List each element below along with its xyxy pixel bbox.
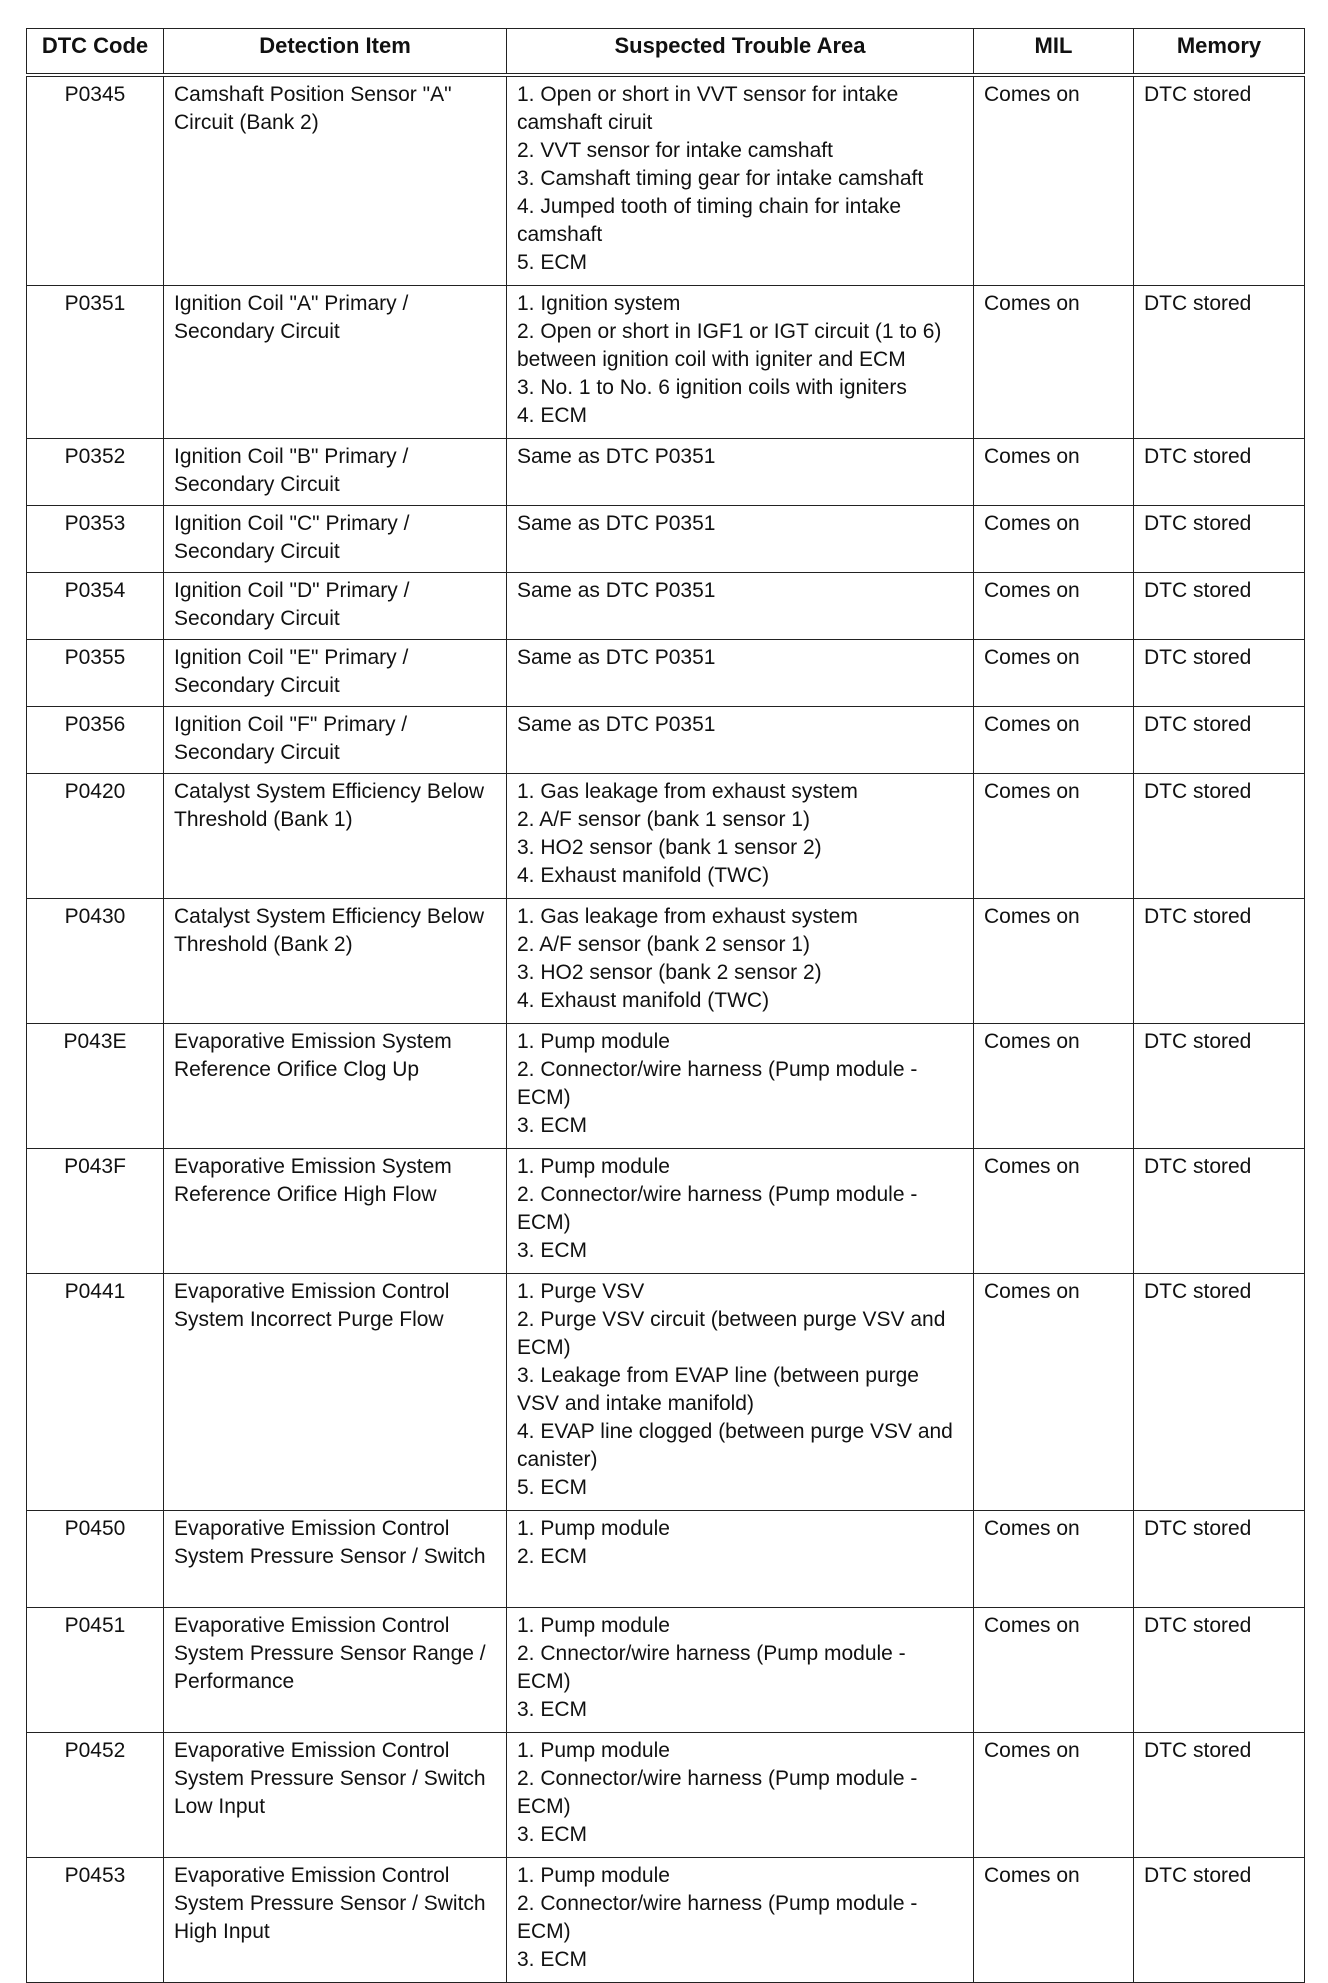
trouble-area-line: 3. ECM (517, 1114, 588, 1137)
trouble-area-cell (507, 1858, 974, 1983)
table-row (27, 899, 1305, 1024)
detection-item-cell: Catalyst System Efficiency Below Threshold (Bank 1) (164, 774, 507, 899)
trouble-area-cell (507, 573, 974, 640)
trouble-area-line: 3. ECM (517, 1948, 588, 1971)
table-row (27, 707, 1305, 774)
trouble-area-cell (507, 899, 974, 1024)
memory-cell: DTC stored (1134, 1149, 1305, 1274)
table-row (27, 1274, 1305, 1511)
trouble-area-line: 1. Open or short in VVT sensor for intake camshaft ciruit (517, 83, 899, 134)
mil-cell: Comes on (974, 1511, 1134, 1608)
table-row (27, 573, 1305, 640)
trouble-area-line: 1. Pump module (517, 1614, 670, 1637)
table-row (27, 1149, 1305, 1274)
detection-item-cell: Catalyst System Efficiency Below Threshold (Bank 2) (164, 899, 507, 1024)
dtc-code-cell: P0453 (27, 1858, 164, 1983)
trouble-area-line: 1. Ignition system (517, 292, 681, 315)
trouble-area-cell (507, 1608, 974, 1733)
mil-cell: Comes on (974, 707, 1134, 774)
detection-item-cell: Evaporative Emission Control System Incorrect Purge Flow (164, 1274, 507, 1511)
trouble-area-line: 1. Pump module (517, 1864, 670, 1887)
detection-item-cell: Evaporative Emission Control System Pressure Sensor / Switch High Input (164, 1858, 507, 1983)
header-dtc-code: DTC Code (27, 29, 164, 76)
dtc-code-cell: P0352 (27, 439, 164, 506)
trouble-area-line: 1. Gas leakage from exhaust system (517, 780, 858, 803)
mil-cell: Comes on (974, 1608, 1134, 1733)
detection-item-cell: Ignition Coil "F" Primary / Secondary Circuit (164, 707, 507, 774)
trouble-area-cell (507, 1024, 974, 1149)
memory-cell: DTC stored (1134, 286, 1305, 439)
trouble-area-line: 3. ECM (517, 1698, 588, 1721)
trouble-area-cell (507, 286, 974, 439)
trouble-area-line: 4. Exhaust manifold (TWC) (517, 989, 770, 1012)
trouble-area-line: Same as DTC P0351 (517, 445, 716, 468)
table-row (27, 439, 1305, 506)
memory-cell: DTC stored (1134, 75, 1305, 286)
dtc-code-cell: P0354 (27, 573, 164, 640)
trouble-area-line: 1. Pump module (517, 1030, 670, 1053)
memory-cell: DTC stored (1134, 1608, 1305, 1733)
trouble-area-cell (507, 1274, 974, 1511)
dtc-code-cell: P0452 (27, 1733, 164, 1858)
detection-item-cell: Evaporative Emission System Reference Orifice Clog Up (164, 1024, 507, 1149)
mil-cell: Comes on (974, 774, 1134, 899)
table-row (27, 286, 1305, 439)
trouble-area-line: 1. Gas leakage from exhaust system (517, 905, 858, 928)
trouble-area-line: 2. Open or short in IGF1 or IGT circuit (1 to 6) between ignition coil with igniter and ECM (517, 320, 942, 371)
header-mil: MIL (974, 29, 1134, 76)
memory-cell: DTC stored (1134, 899, 1305, 1024)
table-header-row (27, 29, 1305, 76)
trouble-area-line: 2. VVT sensor for intake camshaft (517, 139, 833, 162)
trouble-area-cell (507, 1149, 974, 1274)
trouble-area-cell (507, 1733, 974, 1858)
detection-item-cell: Ignition Coil "D" Primary / Secondary Circuit (164, 573, 507, 640)
memory-cell: DTC stored (1134, 1733, 1305, 1858)
memory-cell: DTC stored (1134, 1274, 1305, 1511)
trouble-area-line: 1. Purge VSV (517, 1280, 645, 1303)
trouble-area-line: 1. Pump module (517, 1739, 670, 1762)
mil-cell: Comes on (974, 573, 1134, 640)
trouble-area-line: 3. HO2 sensor (bank 2 sensor 2) (517, 961, 822, 984)
detection-item-cell: Evaporative Emission System Reference Orifice High Flow (164, 1149, 507, 1274)
header-memory: Memory (1134, 29, 1305, 76)
trouble-area-line: 4. ECM (517, 404, 588, 427)
memory-cell: DTC stored (1134, 1858, 1305, 1983)
trouble-area-line: 3. HO2 sensor (bank 1 sensor 2) (517, 836, 822, 859)
memory-cell: DTC stored (1134, 506, 1305, 573)
mil-cell: Comes on (974, 1858, 1134, 1983)
mil-cell: Comes on (974, 1274, 1134, 1511)
memory-cell: DTC stored (1134, 707, 1305, 774)
mil-cell: Comes on (974, 439, 1134, 506)
detection-item-cell: Evaporative Emission Control System Pressure Sensor / Switch (164, 1511, 507, 1608)
mil-cell: Comes on (974, 640, 1134, 707)
trouble-area-line: Same as DTC P0351 (517, 646, 716, 669)
dtc-code-cell: P0355 (27, 640, 164, 707)
table-row (27, 75, 1305, 286)
trouble-area-line: 2. ECM (517, 1545, 588, 1568)
trouble-area-line: 4. Exhaust manifold (TWC) (517, 864, 770, 887)
dtc-code-cell: P0351 (27, 286, 164, 439)
trouble-area-line: 2. Connector/wire harness (Pump module - ECM) (517, 1767, 918, 1818)
detection-item-cell: Ignition Coil "E" Primary / Secondary Circuit (164, 640, 507, 707)
table-body (27, 75, 1305, 1983)
trouble-area-cell (507, 640, 974, 707)
trouble-area-line: 3. Leakage from EVAP line (between purge VSV and intake manifold) (517, 1364, 919, 1415)
trouble-area-line: 3. Camshaft timing gear for intake camshaft (517, 167, 924, 190)
trouble-area-line: 2. A/F sensor (bank 2 sensor 1) (517, 933, 810, 956)
mil-cell: Comes on (974, 506, 1134, 573)
detection-item-cell: Ignition Coil "A" Primary / Secondary Circuit (164, 286, 507, 439)
table-row (27, 506, 1305, 573)
dtc-table (26, 28, 1305, 1983)
trouble-area-line: 4. EVAP line clogged (between purge VSV and canister) (517, 1420, 953, 1471)
memory-cell: DTC stored (1134, 1024, 1305, 1149)
mil-cell: Comes on (974, 1733, 1134, 1858)
trouble-area-line: 2. Purge VSV circuit (between purge VSV and ECM) (517, 1308, 946, 1359)
mil-cell: Comes on (974, 1024, 1134, 1149)
memory-cell: DTC stored (1134, 640, 1305, 707)
memory-cell: DTC stored (1134, 1511, 1305, 1608)
dtc-code-cell: P0451 (27, 1608, 164, 1733)
dtc-code-cell: P0420 (27, 774, 164, 899)
mil-cell: Comes on (974, 75, 1134, 286)
table-row (27, 1024, 1305, 1149)
trouble-area-line: 2. Connector/wire harness (Pump module - ECM) (517, 1183, 918, 1234)
table-row (27, 1608, 1305, 1733)
mil-cell: Comes on (974, 1149, 1134, 1274)
dtc-code-cell: P043F (27, 1149, 164, 1274)
trouble-area-line: 2. A/F sensor (bank 1 sensor 1) (517, 808, 810, 831)
mil-cell: Comes on (974, 286, 1134, 439)
trouble-area-line: 1. Pump module (517, 1517, 670, 1540)
mil-cell: Comes on (974, 899, 1134, 1024)
dtc-table-container (26, 28, 1304, 1983)
trouble-area-cell (507, 774, 974, 899)
trouble-area-line: 3. ECM (517, 1823, 588, 1846)
trouble-area-cell (507, 1511, 974, 1608)
trouble-area-line: 5. ECM (517, 251, 588, 274)
detection-item-cell: Evaporative Emission Control System Pressure Sensor / Switch Low Input (164, 1733, 507, 1858)
dtc-code-cell: P0441 (27, 1274, 164, 1511)
memory-cell: DTC stored (1134, 439, 1305, 506)
table-row (27, 774, 1305, 899)
dtc-code-cell: P0353 (27, 506, 164, 573)
detection-item-cell: Camshaft Position Sensor "A" Circuit (Bank 2) (164, 75, 507, 286)
detection-item-cell: Evaporative Emission Control System Pressure Sensor Range / Performance (164, 1608, 507, 1733)
trouble-area-cell (507, 707, 974, 774)
trouble-area-line: 3. ECM (517, 1239, 588, 1262)
trouble-area-cell (507, 439, 974, 506)
detection-item-cell: Ignition Coil "C" Primary / Secondary Circuit (164, 506, 507, 573)
header-suspected-trouble-area: Suspected Trouble Area (507, 29, 974, 76)
detection-item-cell: Ignition Coil "B" Primary / Secondary Circuit (164, 439, 507, 506)
dtc-code-cell: P0345 (27, 75, 164, 286)
trouble-area-line: 2. Connector/wire harness (Pump module - ECM) (517, 1058, 918, 1109)
trouble-area-cell (507, 506, 974, 573)
header-detection-item: Detection Item (164, 29, 507, 76)
table-row (27, 1858, 1305, 1983)
dtc-code-cell: P043E (27, 1024, 164, 1149)
memory-cell: DTC stored (1134, 573, 1305, 640)
trouble-area-line: 5. ECM (517, 1476, 588, 1499)
table-row (27, 1733, 1305, 1858)
trouble-area-cell (507, 75, 974, 286)
dtc-code-cell: P0430 (27, 899, 164, 1024)
trouble-area-line: 3. No. 1 to No. 6 ignition coils with igniters (517, 376, 907, 399)
memory-cell: DTC stored (1134, 774, 1305, 899)
trouble-area-line: 1. Pump module (517, 1155, 670, 1178)
trouble-area-line: Same as DTC P0351 (517, 713, 716, 736)
trouble-area-line: 2. Connector/wire harness (Pump module - ECM) (517, 1892, 918, 1943)
trouble-area-line: Same as DTC P0351 (517, 512, 716, 535)
trouble-area-line: 2. Cnnector/wire harness (Pump module - ECM) (517, 1642, 906, 1693)
dtc-code-cell: P0356 (27, 707, 164, 774)
trouble-area-line: Same as DTC P0351 (517, 579, 716, 602)
trouble-area-line: 4. Jumped tooth of timing chain for intake camshaft (517, 195, 902, 246)
table-row (27, 640, 1305, 707)
dtc-code-cell: P0450 (27, 1511, 164, 1608)
table-row (27, 1511, 1305, 1608)
